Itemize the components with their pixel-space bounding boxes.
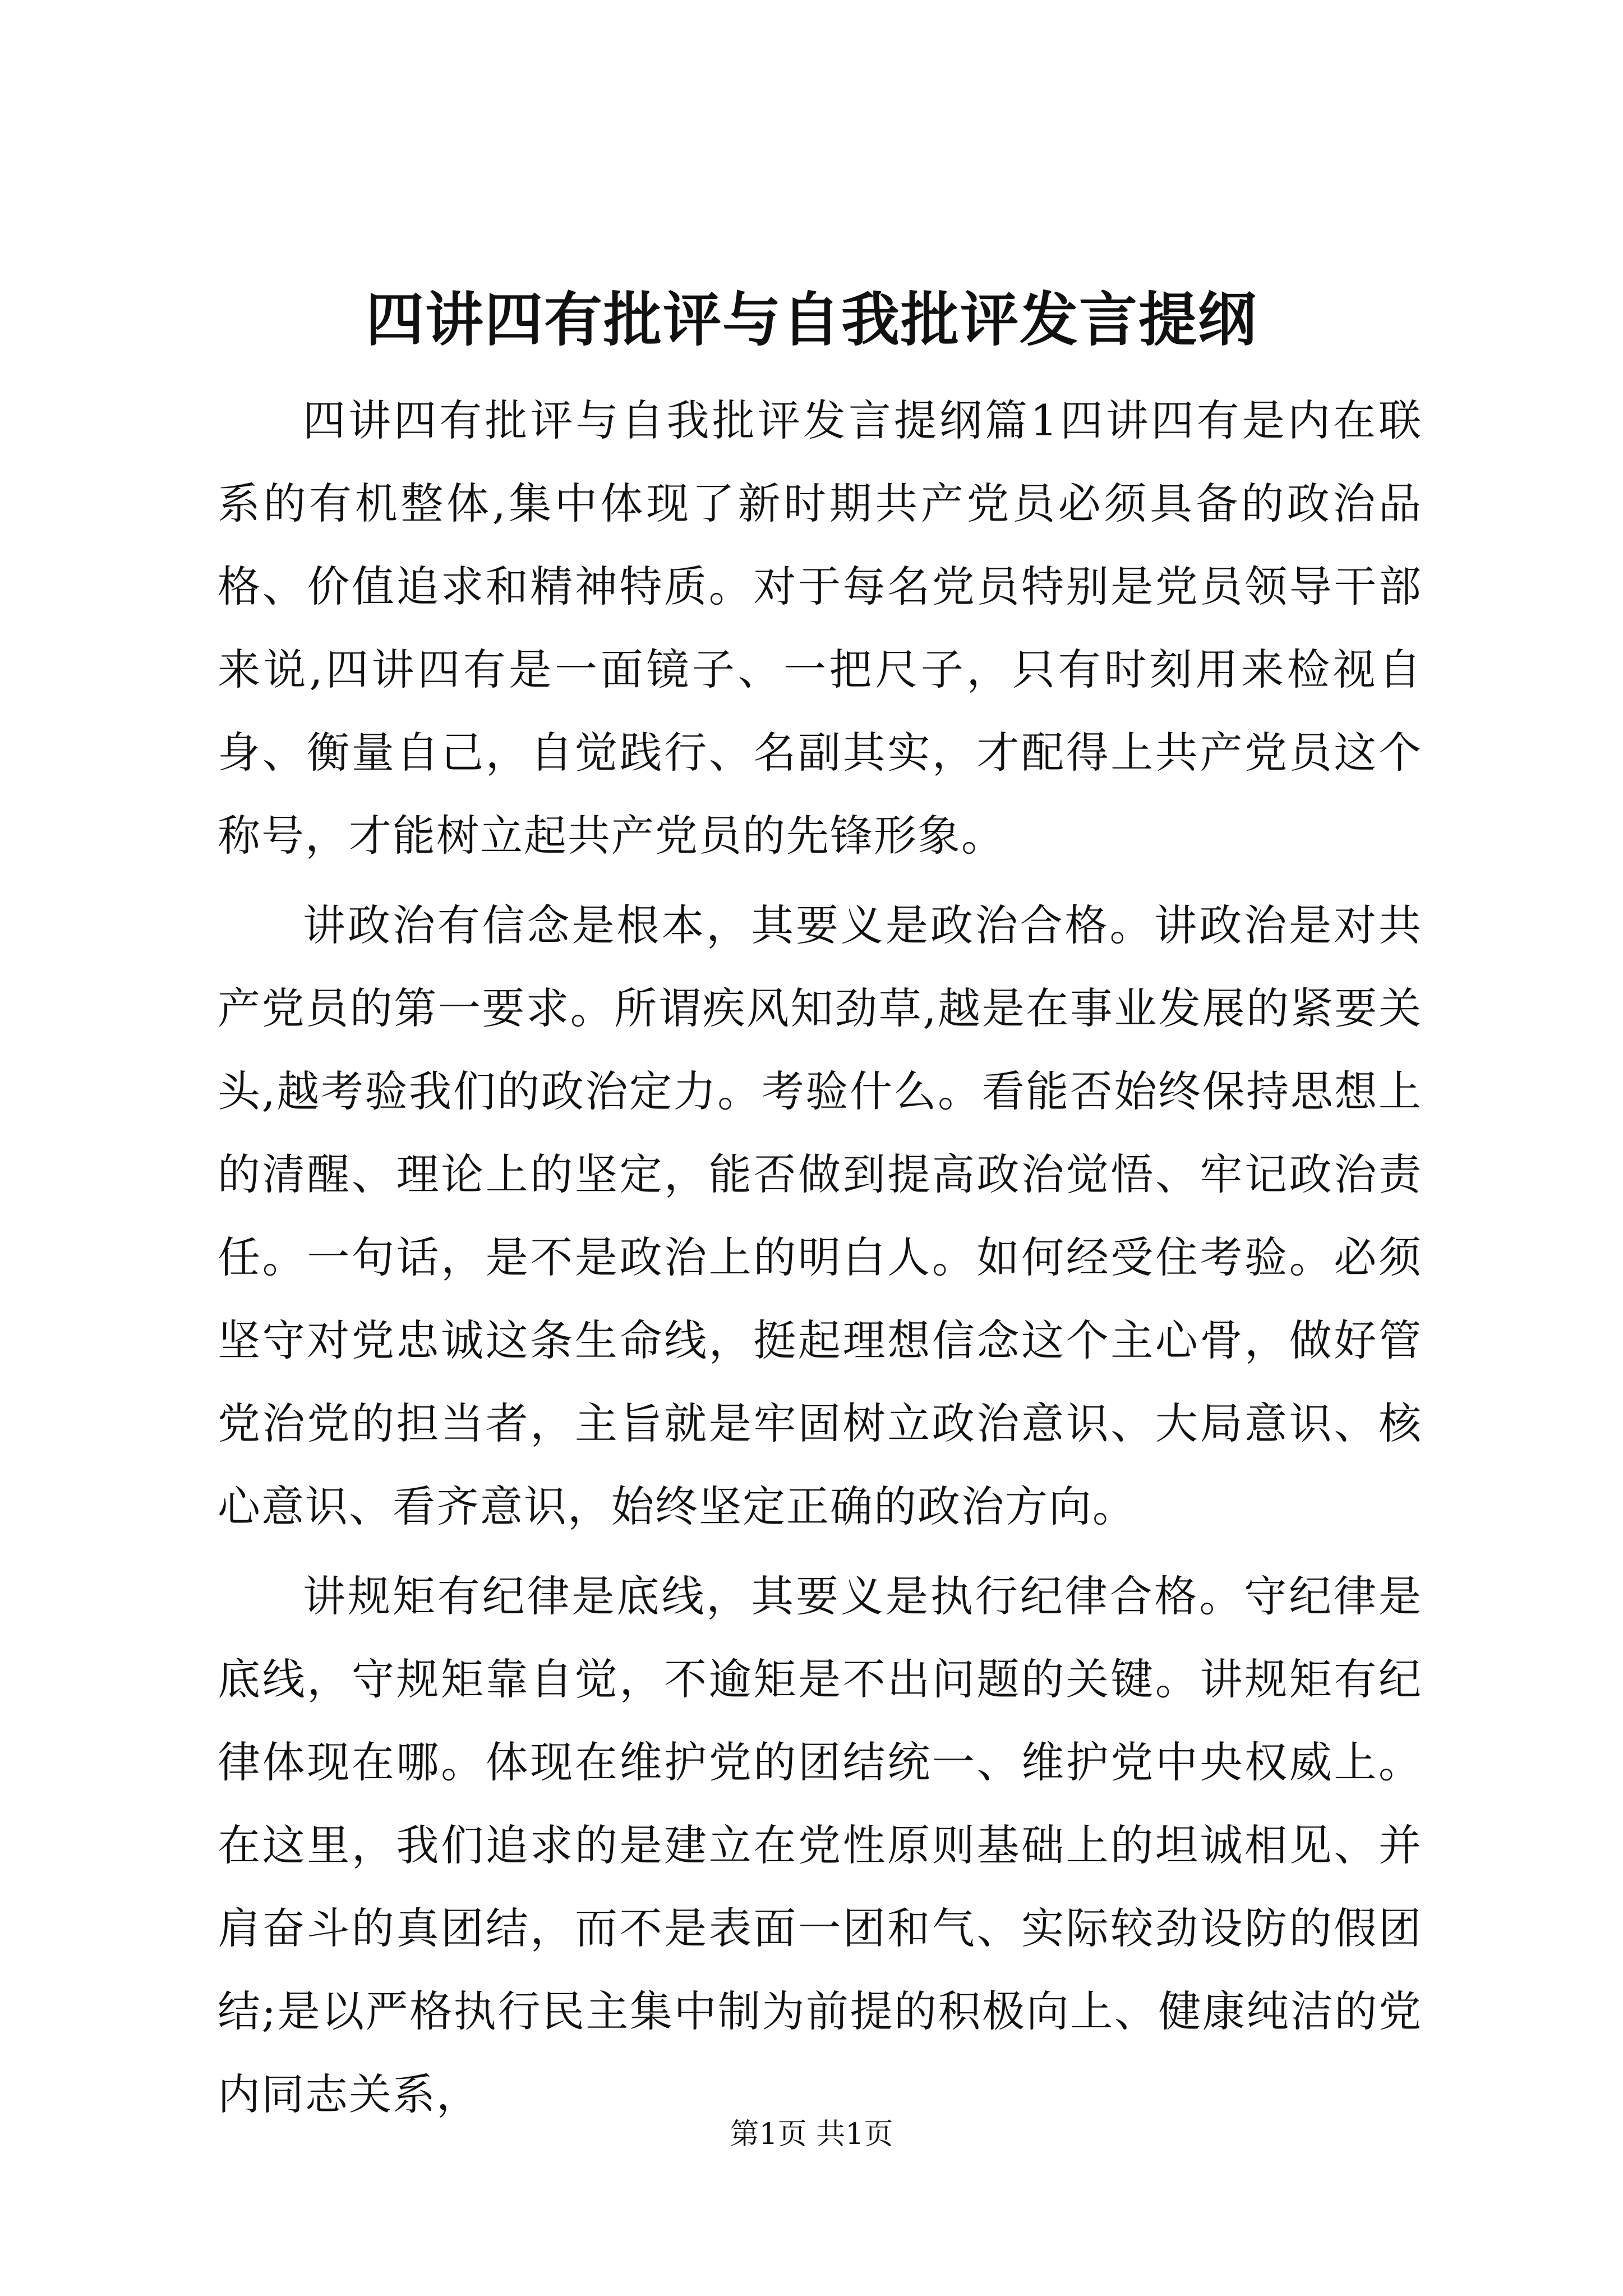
page-footer: 第1页 共1页 bbox=[730, 2118, 893, 2151]
document-body bbox=[218, 379, 1422, 2143]
document-title: 四讲四有批评与自我批评发言提纲 bbox=[365, 285, 1257, 354]
paragraph-1: 四讲四有批评与自我批评发言提纲篇1四讲四有是内在联系的有机整体,集中体现了新时期共产党员必须具备的政治品格、价值追求和精神特质。对于每名党员特别是党员领导干部来说,四讲四有是一面镜子、一把尺子，只有时刻用来检视自身、衡量自己，自觉践行、名副其实，才配得上共产党员这个称号，才能树立起共产党员的先锋形象。 bbox=[218, 395, 1422, 861]
paragraph-3: 讲规矩有纪律是底线，其要义是执行纪律合格。守纪律是底线，守规矩靠自觉，不逾矩是不出问题的关键。讲规矩有纪律体现在哪。体现在维护党的团结统一、维护党中央权威上。在这里，我们追求的是建立在党性原则基础上的坦诚相见、并肩奋斗的真团结，而不是表面一团和气、实际较劲设防的假团结;是以严格执行民主集中制为前提的积极向上、健康纯洁的党内同志关系， bbox=[218, 1571, 1422, 2119]
paragraph-2: 讲政治有信念是根本，其要义是政治合格。讲政治是对共产党员的第一要求。所谓疾风知劲草,越是在事业发展的紧要关头,越考验我们的政治定力。考验什么。看能否始终保持思想上的清醒、理论上的坚定，能否做到提高政治觉悟、牢记政治责任。一句话，是不是政治上的明白人。如何经受住考验。必须坚守对党忠诚这条生命线，挺起理想信念这个主心骨，做好管党治党的担当者，主旨就是牢固树立政治意识、大局意识、核心意识、看齐意识，始终坚定正确的政治方向。 bbox=[218, 900, 1422, 1531]
